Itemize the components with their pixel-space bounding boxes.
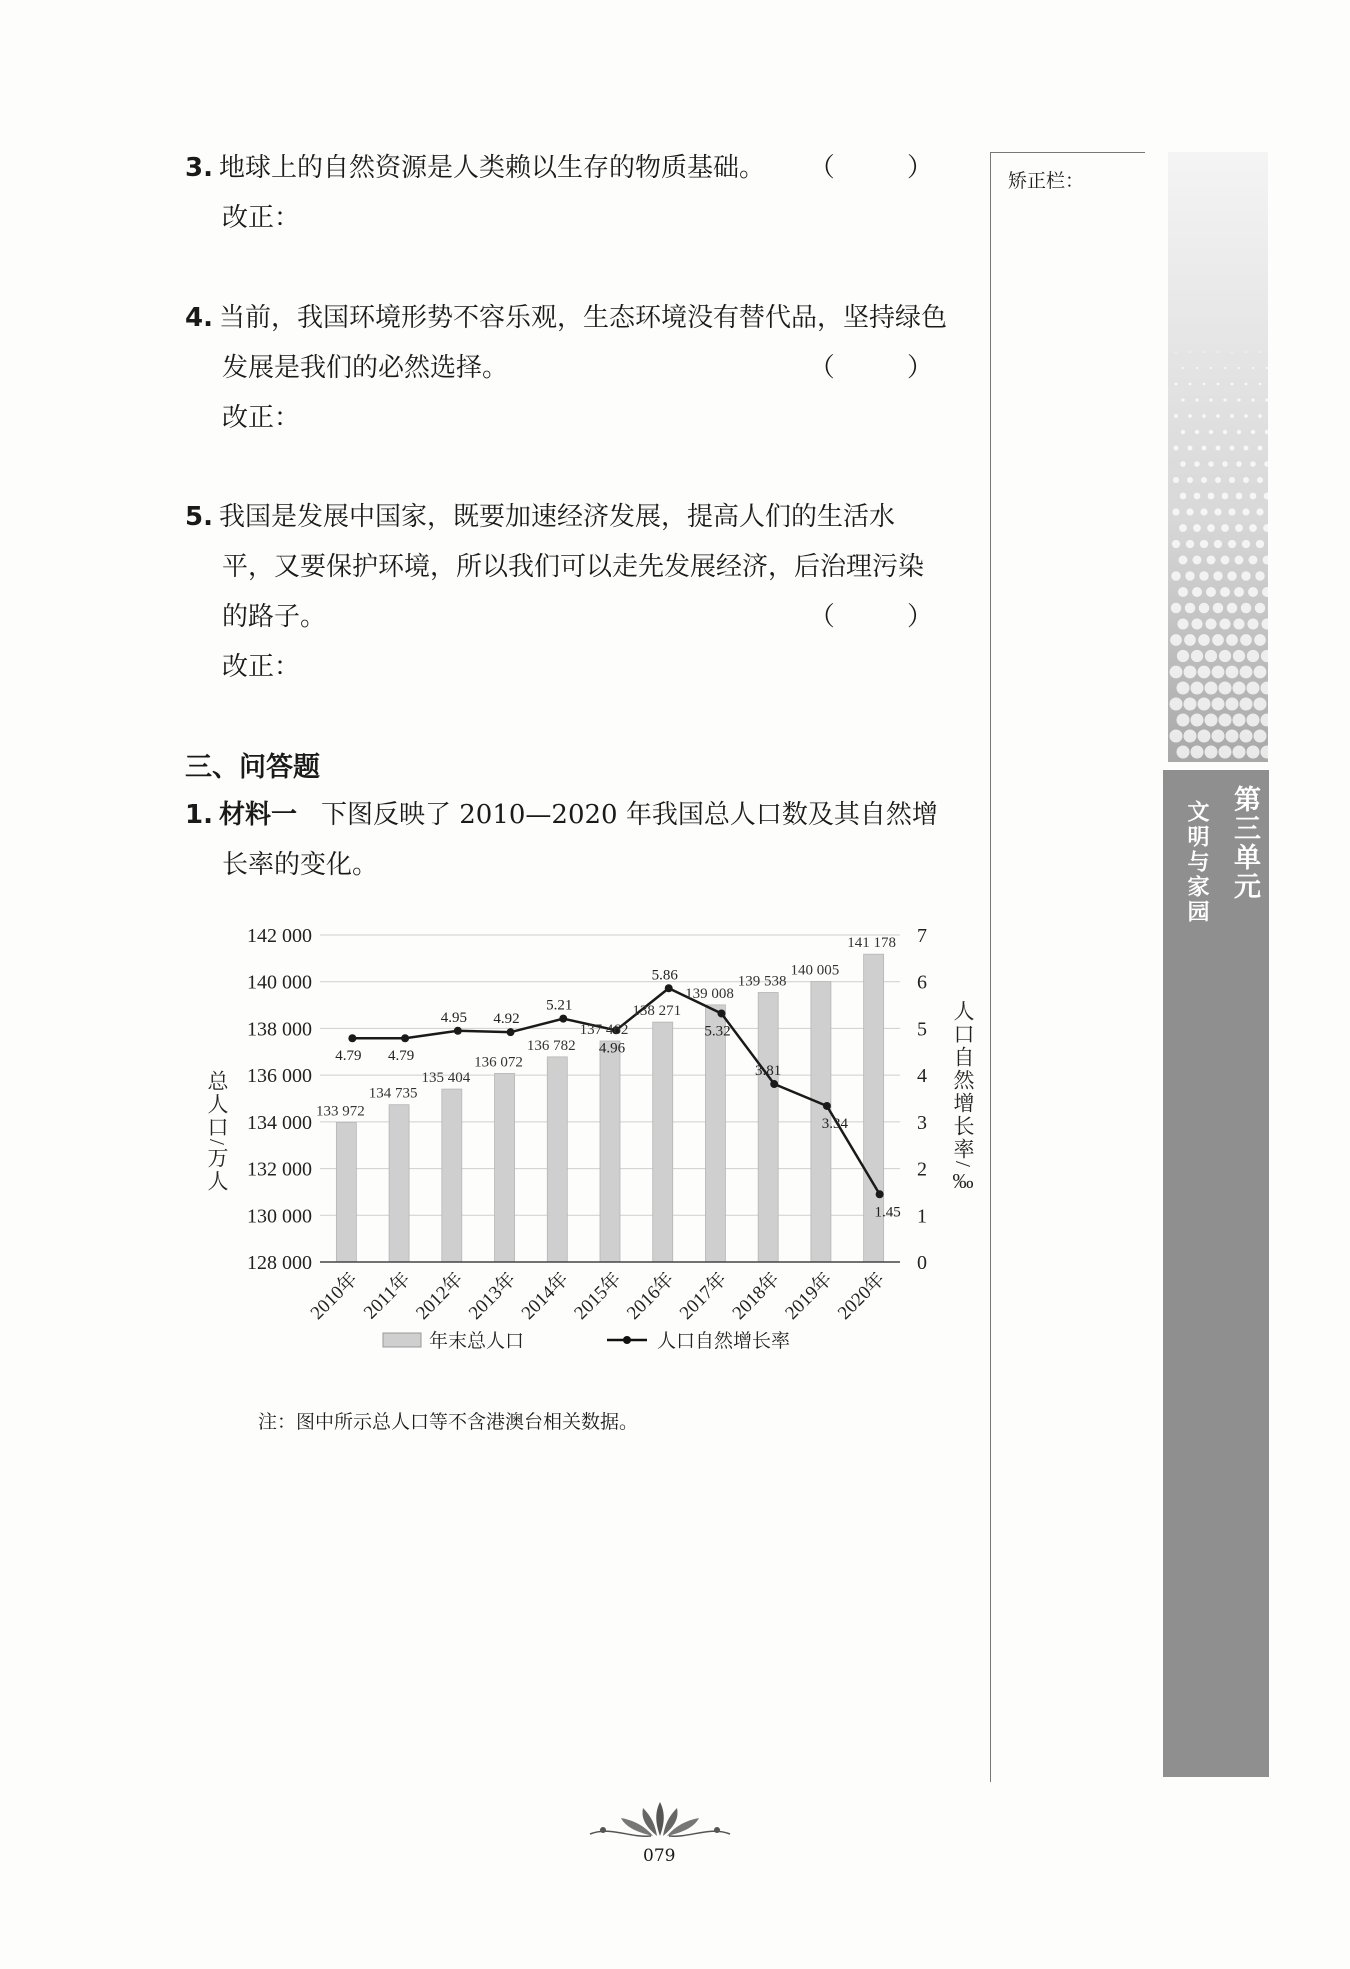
y2-tick-label: 7	[917, 925, 927, 947]
pattern-dot	[1193, 524, 1201, 532]
pattern-dot	[1189, 383, 1192, 386]
pattern-dot	[1220, 587, 1230, 597]
pattern-dot	[1173, 477, 1179, 483]
question-text: 地球上的自然资源是人类赖以生存的物质基础。	[218, 153, 765, 183]
bar	[495, 1073, 515, 1262]
pattern-dot	[1252, 367, 1254, 369]
y2-tick-label: 4	[917, 1065, 927, 1088]
x-tick-label: 2010年	[306, 1268, 362, 1324]
bar-value-label: 141 178	[847, 935, 897, 952]
pattern-dot	[1241, 603, 1252, 614]
pattern-dot	[1256, 508, 1263, 515]
pattern-dot	[1177, 682, 1190, 695]
pattern-dot	[1203, 383, 1206, 386]
pattern-dot	[1212, 666, 1225, 679]
growth-rate-point	[454, 1027, 462, 1035]
pattern-dot	[1210, 367, 1212, 369]
pattern-dot	[1199, 571, 1208, 580]
pattern-dot	[1188, 446, 1193, 451]
pattern-dot	[1227, 603, 1238, 614]
pattern-dot	[1209, 398, 1212, 401]
bar-value-label: 134 735	[368, 1085, 418, 1102]
question-text: 发展是我们的必然选择。	[222, 353, 509, 383]
pattern-dot	[1256, 540, 1264, 548]
pattern-dot	[1170, 730, 1183, 743]
unit-tab	[1163, 770, 1269, 1777]
answer-parentheses[interactable]: （ ）	[808, 153, 965, 183]
pattern-dot	[1207, 524, 1215, 532]
question-5	[185, 492, 965, 692]
pattern-dot	[1175, 351, 1177, 353]
legend-bar-swatch	[383, 1333, 421, 1347]
pattern-dot	[1263, 556, 1268, 565]
bar	[389, 1105, 409, 1262]
pattern-dot	[1237, 398, 1240, 401]
pattern-dot	[1255, 571, 1264, 580]
pattern-dot	[1191, 682, 1204, 695]
pattern-dot	[1219, 618, 1230, 629]
pattern-dot	[1172, 508, 1179, 515]
legend-line-marker	[623, 1336, 631, 1344]
pattern-dot	[1233, 650, 1245, 662]
pattern-dot	[1251, 398, 1254, 401]
pattern-dot	[1221, 524, 1229, 532]
pattern-dot	[1200, 540, 1208, 548]
pattern-dot	[1261, 682, 1269, 695]
pattern-dot	[1177, 618, 1188, 629]
rate-value-label: 4.79	[335, 1048, 362, 1065]
pattern-dot	[1180, 461, 1186, 467]
question-number: 3.	[185, 153, 213, 183]
correction-label: 改正：	[222, 652, 301, 682]
pattern-dot	[1222, 461, 1228, 467]
bar-value-label: 136 782	[526, 1037, 576, 1054]
y-tick-label: 136 000	[247, 1065, 312, 1088]
pattern-dot	[1200, 508, 1207, 515]
x-tick-label: 2013年	[464, 1268, 521, 1324]
question-text: 长率的变化。	[222, 850, 379, 880]
growth-rate-point	[559, 1015, 567, 1023]
pattern-dot	[1214, 508, 1221, 515]
pattern-dot	[1219, 682, 1232, 695]
pattern-dot	[1179, 524, 1187, 532]
pattern-dot	[1250, 461, 1256, 467]
pattern-dot	[1254, 666, 1267, 679]
y-axis-title: 总人口/万人	[205, 1070, 229, 1193]
pattern-dot	[1184, 698, 1197, 711]
pattern-dot	[1219, 650, 1231, 662]
pattern-dot	[1226, 666, 1239, 679]
pattern-dot	[1184, 634, 1196, 646]
pattern-dot	[1191, 618, 1202, 629]
pattern-dot	[1175, 383, 1178, 386]
pattern-dot	[1233, 746, 1246, 759]
pattern-dot	[1202, 414, 1206, 418]
pattern-dot	[1174, 446, 1179, 451]
pattern-dot	[1240, 730, 1253, 743]
pattern-dot	[1261, 650, 1268, 662]
pattern-dot	[1240, 634, 1252, 646]
pattern-dot	[1205, 714, 1218, 727]
pattern-dot	[1254, 698, 1267, 711]
pattern-dot	[1207, 556, 1216, 565]
question-number: 1.	[185, 800, 213, 830]
pattern-dot	[1198, 698, 1211, 711]
pattern-dot	[1187, 477, 1193, 483]
answer-parentheses[interactable]: （ ）	[808, 353, 965, 383]
sidebar-divider	[990, 152, 991, 1782]
pattern-dot	[1208, 461, 1214, 467]
unit-subtitle: 文明与家园	[1184, 800, 1210, 925]
pattern-dot	[1230, 446, 1235, 451]
pattern-dot	[1203, 351, 1205, 353]
pattern-dot	[1191, 746, 1204, 759]
pattern-dot	[1182, 367, 1184, 369]
x-tick-label: 2017年	[675, 1268, 731, 1324]
pattern-dot	[1194, 461, 1200, 467]
y2-axis-title: 人口自然增长率/‰	[951, 1000, 975, 1195]
question-3	[185, 143, 965, 243]
material-label: 材料一	[218, 800, 297, 830]
pattern-dot	[1201, 477, 1207, 483]
pattern-dot	[1261, 746, 1269, 759]
rate-value-label: 4.92	[493, 1011, 520, 1028]
pattern-dot	[1257, 477, 1263, 483]
pattern-dot	[1265, 398, 1268, 401]
y-tick-label: 138 000	[247, 1018, 312, 1041]
bar-value-label: 139 008	[685, 985, 734, 1002]
pattern-dot	[1202, 446, 1207, 451]
pattern-dot	[1262, 587, 1268, 597]
pattern-dot	[1178, 587, 1188, 597]
pattern-dot	[1264, 493, 1268, 500]
pattern-dot	[1215, 477, 1221, 483]
pattern-dot	[1222, 493, 1229, 500]
growth-rate-point	[507, 1028, 515, 1036]
pattern-dot	[1186, 508, 1193, 515]
pattern-dot	[1228, 508, 1235, 515]
pattern-dot	[1209, 430, 1213, 434]
growth-rate-point	[876, 1190, 884, 1198]
y2-tick-label: 2	[917, 1158, 927, 1181]
y-tick-label: 140 000	[247, 971, 312, 994]
pattern-dot	[1250, 493, 1257, 500]
x-tick-label: 2020年	[834, 1268, 890, 1324]
rate-value-label: 4.79	[387, 1048, 415, 1065]
pattern-dot	[1195, 430, 1199, 434]
decorative-pattern	[1168, 152, 1268, 762]
pattern-dot	[1254, 730, 1267, 743]
pattern-dot	[1205, 746, 1218, 759]
pattern-dot	[1233, 682, 1246, 695]
bar-value-label: 138 271	[632, 1003, 682, 1020]
answer-parentheses[interactable]: （ ）	[808, 602, 965, 632]
rate-value-label: 5.21	[546, 997, 573, 1014]
pattern-dot	[1223, 398, 1226, 401]
pattern-dot	[1181, 398, 1184, 401]
pattern-dot	[1184, 666, 1197, 679]
x-tick-label: 2019年	[781, 1268, 837, 1324]
pattern-dot	[1251, 430, 1255, 434]
pattern-dot	[1247, 650, 1259, 662]
pattern-dot	[1219, 746, 1232, 759]
pattern-dot	[1196, 367, 1198, 369]
chart-note: 注：图中所示总人口等不含港澳台相关数据。	[258, 1411, 639, 1433]
pattern-dot	[1180, 493, 1187, 500]
x-tick-label: 2016年	[623, 1268, 679, 1324]
pattern-dot	[1170, 698, 1183, 711]
pattern-dot	[1198, 634, 1210, 646]
pattern-dot	[1243, 477, 1249, 483]
pattern-dot	[1212, 730, 1225, 743]
bar	[442, 1089, 462, 1262]
pattern-dot	[1245, 383, 1248, 386]
pattern-dot	[1191, 714, 1204, 727]
pattern-dot	[1234, 587, 1244, 597]
rate-value-label: 4.95	[440, 1009, 467, 1026]
growth-rate-point	[770, 1080, 778, 1088]
y-tick-label: 128 000	[247, 1252, 312, 1274]
x-tick-label: 2018年	[728, 1268, 784, 1324]
pattern-dot	[1263, 524, 1268, 532]
y2-tick-label: 0	[917, 1252, 927, 1274]
x-tick-label: 2014年	[517, 1268, 573, 1324]
y2-tick-label: 5	[917, 1018, 927, 1041]
pattern-dot	[1216, 414, 1220, 418]
pattern-dot	[1221, 556, 1230, 565]
pattern-dot	[1261, 714, 1269, 727]
correction-label: 改正：	[222, 203, 301, 233]
pattern-dot	[1259, 351, 1261, 353]
pattern-dot	[1224, 367, 1226, 369]
pattern-dot	[1213, 571, 1222, 580]
bar-value-label: 139 538	[737, 973, 787, 990]
pattern-dot	[1266, 367, 1268, 369]
y2-tick-label: 3	[917, 1111, 927, 1134]
growth-rate-point	[401, 1034, 409, 1042]
y-tick-label: 130 000	[247, 1205, 312, 1228]
pattern-dot	[1236, 493, 1243, 500]
pattern-dot	[1254, 634, 1266, 646]
y-tick-label: 142 000	[247, 925, 312, 947]
pattern-dot	[1244, 446, 1249, 451]
pattern-dot	[1255, 603, 1266, 614]
pattern-dot	[1226, 698, 1239, 711]
bar	[547, 1057, 567, 1262]
pattern-dot	[1233, 714, 1246, 727]
bar	[758, 993, 778, 1262]
pattern-dot	[1217, 383, 1220, 386]
pattern-dot	[1259, 383, 1262, 386]
pattern-dot	[1247, 746, 1260, 759]
bar-value-label: 137 462	[579, 1021, 629, 1038]
bar	[600, 1041, 620, 1262]
pattern-dot	[1237, 430, 1241, 434]
x-tick-label: 2015年	[570, 1268, 626, 1324]
bar	[336, 1123, 356, 1262]
pattern-dot	[1214, 540, 1222, 548]
pattern-dot	[1179, 556, 1188, 565]
sidebar-divider	[990, 152, 1145, 153]
pattern-dot	[1205, 682, 1218, 695]
growth-rate-point	[823, 1102, 831, 1110]
x-tick-label: 2011年	[359, 1268, 415, 1324]
pattern-dot	[1198, 730, 1211, 743]
pattern-dot	[1192, 587, 1202, 597]
pattern-dot	[1188, 414, 1192, 418]
pattern-dot	[1230, 414, 1234, 418]
y-tick-label: 134 000	[247, 1111, 312, 1134]
pattern-dot	[1198, 666, 1211, 679]
pattern-dot	[1177, 714, 1190, 727]
rate-value-label: 3.34	[821, 1115, 849, 1132]
pattern-dot	[1193, 556, 1202, 565]
pattern-dot	[1233, 618, 1244, 629]
pattern-dot	[1171, 571, 1180, 580]
correction-label: 改正：	[222, 403, 301, 433]
pattern-dot	[1191, 650, 1203, 662]
pattern-dot	[1223, 430, 1227, 434]
bar	[705, 1005, 725, 1262]
pattern-dot	[1212, 698, 1225, 711]
pattern-dot	[1242, 540, 1250, 548]
page-number: 079	[643, 1846, 676, 1866]
pattern-dot	[1177, 650, 1189, 662]
pattern-dot	[1265, 430, 1268, 434]
question-text: 平，又要保护环境，所以我们可以走先发展经济，后治理污染	[222, 552, 925, 582]
pattern-dot	[1219, 714, 1232, 727]
pattern-dot	[1238, 367, 1240, 369]
unit-title: 第三单元	[1229, 785, 1260, 901]
pattern-dot	[1228, 540, 1236, 548]
pattern-dot	[1208, 493, 1215, 500]
pattern-dot	[1235, 524, 1243, 532]
pattern-dot	[1217, 351, 1219, 353]
rate-value-label: 5.86	[651, 967, 678, 984]
dot-pattern-icon	[1168, 152, 1268, 762]
bar-value-label: 140 005	[790, 962, 840, 979]
question-4	[185, 293, 965, 443]
pattern-dot	[1194, 493, 1201, 500]
correction-column-label: 矫正栏：	[1008, 170, 1085, 192]
x-tick-label: 2012年	[412, 1268, 468, 1324]
pattern-dot	[1205, 650, 1217, 662]
question-number: 5.	[185, 502, 213, 532]
pattern-dot	[1206, 587, 1216, 597]
bar	[653, 1022, 673, 1262]
floral-ornament-icon	[585, 1800, 735, 1840]
rate-value-label: 5.32	[704, 1023, 731, 1040]
section-title: 三、问答题	[185, 752, 320, 783]
pattern-dot	[1177, 746, 1190, 759]
y2-tick-label: 6	[917, 971, 927, 994]
pattern-dot	[1236, 461, 1242, 467]
pattern-dot	[1261, 618, 1268, 629]
pattern-dot	[1258, 446, 1263, 451]
pattern-dot	[1227, 571, 1236, 580]
rate-value-label: 4.96	[598, 1040, 626, 1057]
pattern-dot	[1195, 398, 1198, 401]
pattern-dot	[1247, 682, 1260, 695]
pattern-dot	[1249, 556, 1258, 565]
bar-value-label: 133 972	[315, 1103, 365, 1120]
pattern-dot	[1213, 603, 1224, 614]
pattern-dot	[1247, 714, 1260, 727]
pattern-dot	[1264, 461, 1268, 467]
pattern-dot	[1174, 414, 1178, 418]
pattern-dot	[1199, 603, 1210, 614]
pattern-dot	[1170, 666, 1183, 679]
pattern-dot	[1184, 730, 1197, 743]
pattern-dot	[1172, 540, 1180, 548]
essay-question-1	[185, 790, 965, 890]
pattern-dot	[1249, 524, 1257, 532]
pattern-dot	[1241, 571, 1250, 580]
pattern-dot	[1247, 618, 1258, 629]
pattern-dot	[1170, 634, 1182, 646]
pattern-dot	[1226, 730, 1239, 743]
growth-rate-point	[665, 984, 673, 992]
rate-value-label: 1.45	[874, 1204, 901, 1221]
pattern-dot	[1240, 698, 1253, 711]
pattern-dot	[1235, 556, 1244, 565]
pattern-dot	[1231, 383, 1234, 386]
pattern-dot	[1171, 603, 1182, 614]
pattern-dot	[1240, 666, 1253, 679]
pattern-dot	[1231, 351, 1233, 353]
growth-rate-point	[348, 1034, 356, 1042]
pattern-dot	[1242, 508, 1249, 515]
question-text: 的路子。	[222, 602, 327, 632]
y-tick-label: 132 000	[247, 1158, 312, 1181]
pattern-dot	[1189, 351, 1191, 353]
pattern-dot	[1185, 571, 1194, 580]
rate-value-label: 3.81	[755, 1063, 782, 1080]
y2-tick-label: 1	[917, 1205, 927, 1228]
question-text: 当前，我国环境形势不容乐观，生态环境没有替代品，坚持绿色	[218, 303, 947, 333]
pattern-dot	[1226, 634, 1238, 646]
pattern-dot	[1248, 587, 1258, 597]
legend-label: 年末总人口	[429, 1331, 525, 1352]
pattern-dot	[1186, 540, 1194, 548]
question-text: 我国是发展中国家，既要加速经济发展，提高人们的生活水	[218, 502, 895, 532]
pattern-dot	[1258, 414, 1262, 418]
pattern-dot	[1212, 634, 1224, 646]
pattern-dot	[1205, 618, 1216, 629]
pattern-dot	[1245, 351, 1247, 353]
question-number: 4.	[185, 303, 213, 333]
legend-label: 人口自然增长率	[657, 1331, 791, 1352]
pattern-dot	[1181, 430, 1185, 434]
population-chart	[195, 915, 1015, 1365]
pattern-dot	[1244, 414, 1248, 418]
growth-rate-point	[717, 1009, 725, 1017]
pattern-dot	[1185, 603, 1196, 614]
bar-value-label: 135 404	[421, 1070, 471, 1087]
pattern-dot	[1216, 446, 1221, 451]
bar-value-label: 136 072	[474, 1054, 523, 1071]
question-text: 下图反映了 2010—2020 年我国总人口数及其自然增	[320, 800, 938, 830]
pattern-dot	[1229, 477, 1235, 483]
